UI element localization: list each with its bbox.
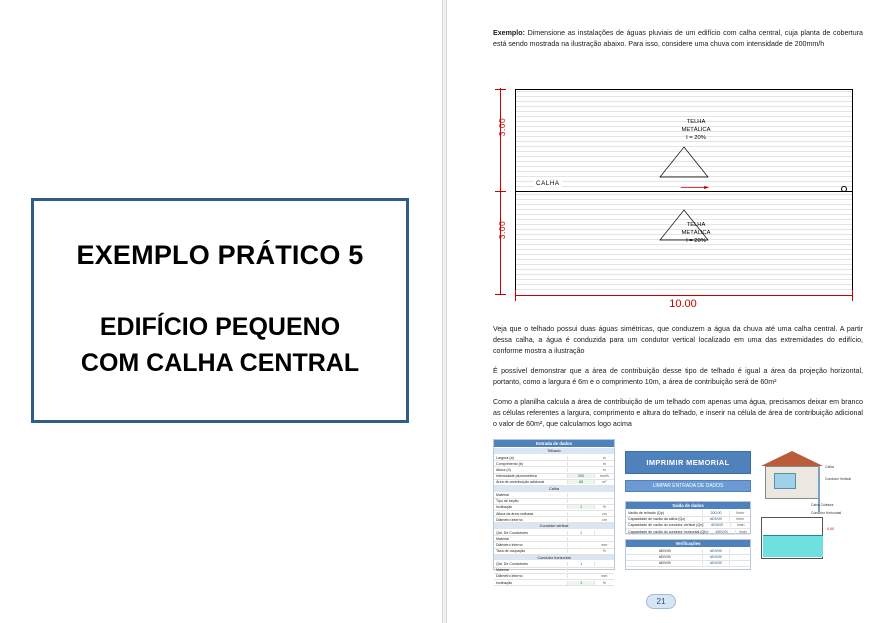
cell-unit: mm: [601, 574, 608, 579]
cell-label: Diâmetro interno: [494, 518, 568, 522]
cell-value: #DIV/0!: [703, 517, 730, 521]
section-gutter-header: Calha: [494, 486, 614, 493]
house-label-horizontal-conductor: Condutor Horizontal: [811, 511, 842, 515]
gutter-line: [516, 191, 852, 192]
cell-unit: m²: [602, 480, 607, 485]
cell-label: Qtd. De Condutores: [494, 531, 568, 535]
spreadsheet-screenshot: [493, 439, 863, 585]
cell-label: Capacidade de vazão do condutor horizontal (Qh): [628, 529, 708, 534]
water-level-fill: [763, 535, 823, 557]
slide-title-sub: [81, 309, 359, 382]
dim-tick-bottom: [495, 294, 506, 295]
text-page: [446, 0, 889, 623]
horizontal-dimension-line: [515, 295, 853, 296]
text-page-canvas: [449, 2, 887, 619]
cell-unit: cm: [601, 511, 607, 516]
cell-label: #DIV/0!: [626, 555, 703, 559]
verification-table-header: Verificações: [626, 540, 750, 548]
cell-value: #DIV/0!: [703, 555, 730, 559]
cell-value: 1: [568, 531, 594, 535]
slide-subtitle-line-2: COM CALHA CENTRAL: [80, 349, 360, 377]
cell-unit: m: [602, 455, 606, 460]
cell-label: Material: [494, 493, 568, 497]
house-label-vertical-conductor: Condutor Vertical: [825, 477, 852, 481]
slide-title-box: [31, 198, 409, 423]
cell-label: #DIV/0!: [626, 561, 703, 565]
cell-unit: cm: [601, 517, 607, 522]
section-vertical-conductor-header: Condutor vertical: [494, 523, 614, 530]
input-table-header: Entrada de dados: [494, 440, 614, 448]
cell-value: #DIV/0!: [703, 549, 730, 553]
roof-label-upper-l1: TELHA: [686, 119, 706, 125]
cell-label: Material: [494, 568, 568, 572]
house-window: [774, 473, 796, 489]
document-text-bottom: [493, 324, 863, 439]
example-label: Exemplo:: [493, 29, 525, 37]
cell-value: 60: [568, 480, 594, 484]
house-diagram: [761, 451, 852, 515]
roof-label-upper-l2: METÁLICA: [681, 126, 711, 133]
cell-label: Diâmetro interno: [494, 543, 568, 547]
water-level-dimension: 0,00: [827, 527, 834, 531]
output-table-header: Saída de dados: [626, 502, 750, 510]
example-paragraph: [493, 28, 863, 50]
cell-unit: mm: [601, 543, 608, 547]
downspout-circle-icon: [841, 186, 847, 192]
cell-unit: l/min: [736, 523, 745, 528]
cell-label: Comprimento (b): [494, 462, 568, 466]
slide-subtitle-line-1: EDIFÍCIO PEQUENO: [99, 312, 341, 341]
cell-unit: l/min: [736, 510, 744, 515]
roof-outline: [515, 89, 853, 294]
cell-label: Altura (h): [494, 468, 568, 472]
roof-label-lower-l2: METÁLICA: [681, 229, 711, 236]
cell-unit: l/min: [736, 517, 744, 522]
roof-slope-arrow-upper-icon: [656, 145, 712, 179]
flow-arrow-icon: [676, 186, 714, 189]
cell-label: Intensidade pluviométrica: [494, 474, 568, 478]
cell-label: #DIV/0!: [626, 549, 703, 553]
roof-label-lower-l1: TELHA: [686, 222, 706, 228]
cell-label: Área de contribuição adicional: [494, 480, 568, 484]
dim-tick-left: [515, 290, 516, 301]
roof-label-upper: [661, 119, 731, 142]
dim-tick-right: [852, 290, 853, 301]
cell-value: #DIV/0!: [709, 530, 736, 534]
input-table: [493, 439, 615, 585]
cell-unit: l/min: [739, 529, 747, 534]
gutter-label: CALHA: [536, 180, 560, 187]
dim-tick-top: [495, 89, 506, 90]
cell-value: 1: [568, 505, 594, 509]
cell-unit: %: [602, 549, 606, 554]
slide-title-main: EXEMPLO PRÁTICO 5: [76, 239, 364, 270]
cell-value: 1: [568, 562, 594, 566]
dim-label-width: 10.00: [643, 298, 723, 310]
page-number-badge: 21: [646, 594, 676, 609]
cell-label: Inclinação: [494, 505, 568, 509]
cell-label: Vazão de telhado (Qp): [626, 511, 703, 515]
cell-label: Tipo de seção: [494, 499, 568, 503]
cell-unit: mm/h: [599, 474, 609, 479]
section-horizontal-conductor-header: Condutor horizontal: [494, 555, 614, 562]
cell-unit: m: [602, 461, 606, 466]
cell-value: 200,00: [703, 511, 730, 515]
section-roof-header: Telhado: [494, 448, 614, 455]
cell-label: Taxa de ocupação: [494, 549, 568, 553]
house-label-gutter: Calha: [825, 465, 834, 469]
document-text-top: [493, 28, 863, 59]
cell-label: Qtd. De Condutores: [494, 562, 568, 566]
slide-page: [0, 0, 443, 623]
roof-plan-drawing: [493, 62, 863, 310]
dim-label-bottom: 3.00: [497, 220, 507, 240]
verification-table: [625, 539, 751, 570]
dim-label-top: 3.00: [497, 117, 507, 137]
roof-label-lower-l3: I = 20%: [686, 237, 706, 244]
roof-label-upper-l3: I = 20%: [686, 134, 706, 141]
table-row: [626, 561, 750, 567]
cell-unit: m: [602, 467, 606, 472]
dim-tick-mid: [495, 191, 506, 192]
cell-label: Altura da área molhada: [494, 512, 568, 516]
example-body: Dimensione as instalações de águas pluviais de um edifício com calha central, cuja planta de cobertura está sendo mostrada na ilustração abaixo. Para isso, considere uma chuva com intensidade de 200mm/h: [493, 29, 863, 48]
paragraph-3: Como a planilha calcula a área de contribuição de um telhado com apenas uma água, precisamos deixar em branco as células referentes a largura, comprimento e altura do telhado, e inserir na célula de área de contribuição adicional o valor de 60m², que calculamos logo acima: [493, 397, 863, 428]
cell-unit: %: [602, 505, 606, 510]
cell-value: 1: [568, 581, 594, 585]
cell-value: 200: [568, 474, 594, 478]
paragraph-1: Veja que o telhado possui duas águas simétricas, que conduzem a água da chuva até uma calha central. A partir dessa calha, a água é conduzida para um condutor vertical localizado em uma das extremidades do edifício, conforme mostra a ilustração: [493, 325, 863, 355]
slide-canvas: [0, 0, 440, 619]
cell-label: Material: [494, 537, 568, 541]
cell-label: Inclinação: [494, 581, 568, 585]
roof-label-lower: [661, 222, 731, 245]
cell-unit: %: [602, 580, 606, 585]
gutter-section-diagram: [761, 517, 823, 559]
cell-value: #DIV/0!: [703, 561, 730, 565]
cell-label: Diâmetro interno: [494, 574, 568, 578]
print-memorial-button[interactable]: IMPRIMIR MEMORIAL: [625, 451, 751, 474]
house-label-collector-box: Caixa Coletora: [811, 503, 834, 507]
house-roof-icon: [761, 451, 823, 466]
cell-value: #DIV/0!: [704, 523, 731, 527]
cell-label: Capacidade de vazão do condutor vertical (Qv): [628, 523, 704, 528]
output-table: [625, 501, 751, 534]
cell-label: Largura (a): [494, 456, 568, 460]
clear-input-button[interactable]: LIMPAR ENTRADA DE DADOS: [625, 480, 751, 492]
table-row: [626, 529, 750, 535]
cell-label: Capacidade de vazão da calha (Qc): [626, 517, 703, 521]
table-row: [494, 580, 614, 586]
paragraph-2: É possível demonstrar que a área de contribuição desse tipo de telhado é igual a área da projeção horizontal, portanto, como a largura é 6m e o comprimento 10m, a área de contribuição será de 60m²: [493, 366, 863, 386]
